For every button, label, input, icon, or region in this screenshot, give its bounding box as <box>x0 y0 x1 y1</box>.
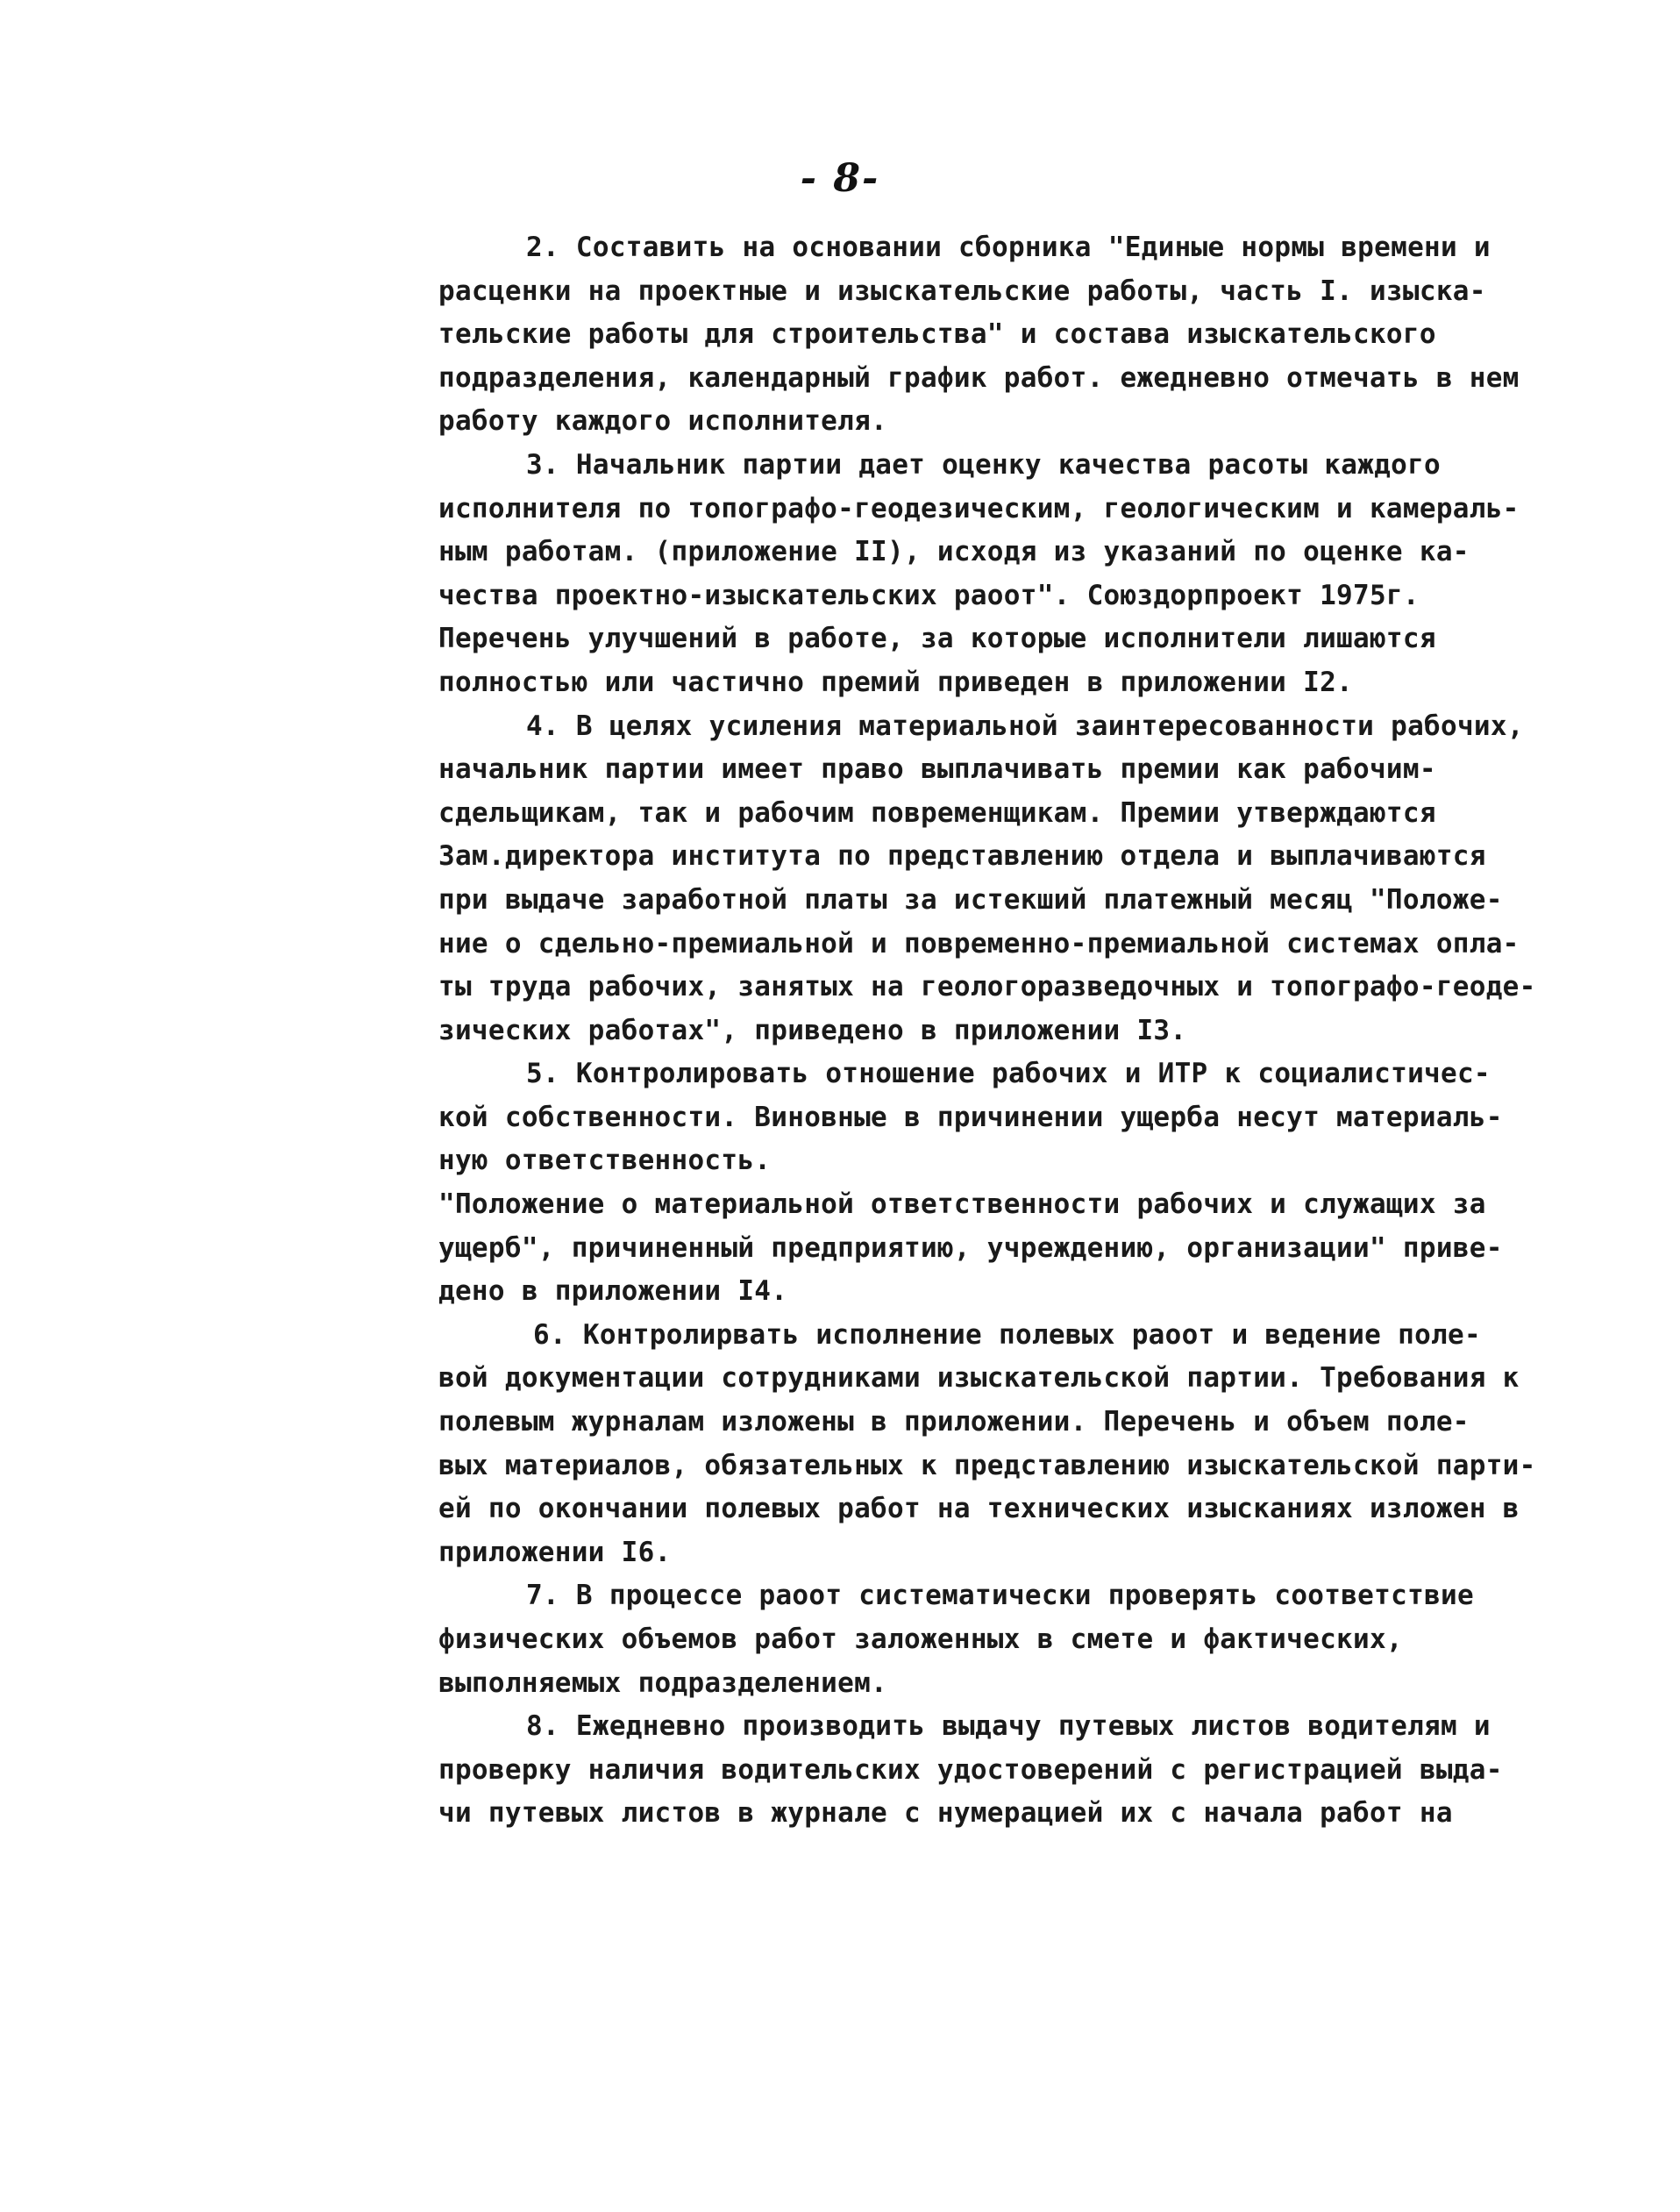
text-line: ние о сдельно-премиальной и повременно-премиальной системах опла- <box>438 927 1520 960</box>
paragraph-2 <box>438 226 1605 444</box>
text-line: проверку наличия водительских удостоверений с регистрацией выда- <box>438 1753 1503 1786</box>
text-line: кой собственности. Виновные в причинении ущерба несут материаль- <box>438 1101 1503 1133</box>
paragraph-8 <box>438 1705 1605 1836</box>
document-body <box>438 226 1605 1836</box>
text-line: полностью или частично премий приведен в приложении I2. <box>438 666 1353 698</box>
text-line: тельские работы для строительства" и состава изыскательского <box>438 318 1436 351</box>
text-line: Перечень улучшений в работе, за которые исполнители лишаются <box>438 623 1436 655</box>
text-line: вой документации сотрудниками изыскательской партии. Требования к <box>438 1362 1520 1395</box>
text-line: чи путевых листов в журнале с нумерацией их с начала работ на <box>438 1797 1453 1830</box>
text-line: 7. В процессе раоот систематически проверять соответствие <box>526 1580 1474 1612</box>
text-line: чества проектно-изыскательских раоот". Союздорпроект 1975г. <box>438 579 1420 611</box>
text-line: 6. Контролирвать исполнение полевых раоот и ведение поле- <box>533 1318 1481 1351</box>
text-line: выполняемых подразделением. <box>438 1666 888 1699</box>
text-line: 8. Ежедневно производить выдачу путевых листов водителям и <box>526 1710 1491 1743</box>
text-line: "Положение о материальной ответственности рабочих и служащих за <box>438 1188 1486 1221</box>
text-line: 3. Начальник партии дает оценку качества расоты каждого <box>526 448 1441 481</box>
paragraph-3 <box>438 444 1605 705</box>
paragraph-7 <box>438 1574 1605 1705</box>
text-line: полевым журналам изложены в приложении. Перечень и объем поле- <box>438 1406 1470 1438</box>
text-line: вых материалов, обязательных к представлению изыскательской парти- <box>438 1449 1536 1481</box>
text-line: Зам.директора института по представлению отдела и выплачиваются <box>438 840 1486 873</box>
text-line: 2. Составить на основании сборника "Единые нормы времени и <box>526 232 1491 263</box>
text-line: 5. Контролировать отношение рабочих и ИТР к социалистичес- <box>526 1058 1491 1090</box>
text-line: начальник партии имеет право выплачивать премии как рабочим- <box>438 753 1436 786</box>
paragraph-4 <box>438 705 1605 1053</box>
text-line: ущерб", причиненный предприятию, учреждению, организации" приве- <box>438 1231 1503 1264</box>
text-line: подразделения, календарный график работ. ежедневно отмечать в нем <box>438 361 1520 394</box>
text-line: ную ответственность. <box>438 1145 772 1177</box>
text-line: 4. В целях усиления материальной заинтересованности рабочих, <box>526 710 1524 742</box>
text-line: дено в приложении I4. <box>438 1275 788 1308</box>
page-number: - 8- <box>800 156 880 201</box>
text-line: ным работам. (приложение II), исходя из указаний по оценке ка- <box>438 536 1470 568</box>
text-line: ты труда рабочих, занятых на геологоразведочных и топографо-геоде- <box>438 971 1536 1003</box>
text-line: при выдаче заработной платы за истекший платежный месяц "Положе- <box>438 883 1503 916</box>
text-line: зических работах", приведено в приложении I3. <box>438 1014 1187 1046</box>
text-line: сдельщикам, так и рабочим повременщикам. Премии утверждаются <box>438 796 1436 829</box>
text-line: работу каждого исполнителя. <box>438 405 888 438</box>
text-line: физических объемов работ заложенных в смете и фактических, <box>438 1623 1403 1655</box>
text-line: приложении I6. <box>438 1536 672 1568</box>
paragraph-6 <box>438 1314 1605 1575</box>
text-line: расценки на проектные и изыскательские работы, часть I. изыска- <box>438 275 1486 307</box>
paragraph-5 <box>438 1052 1605 1314</box>
text-line: ей по окончании полевых работ на технических изысканиях изложен в <box>438 1493 1520 1525</box>
text-line: исполнителя по топографо-геодезическим, геологическим и камераль- <box>438 492 1520 524</box>
